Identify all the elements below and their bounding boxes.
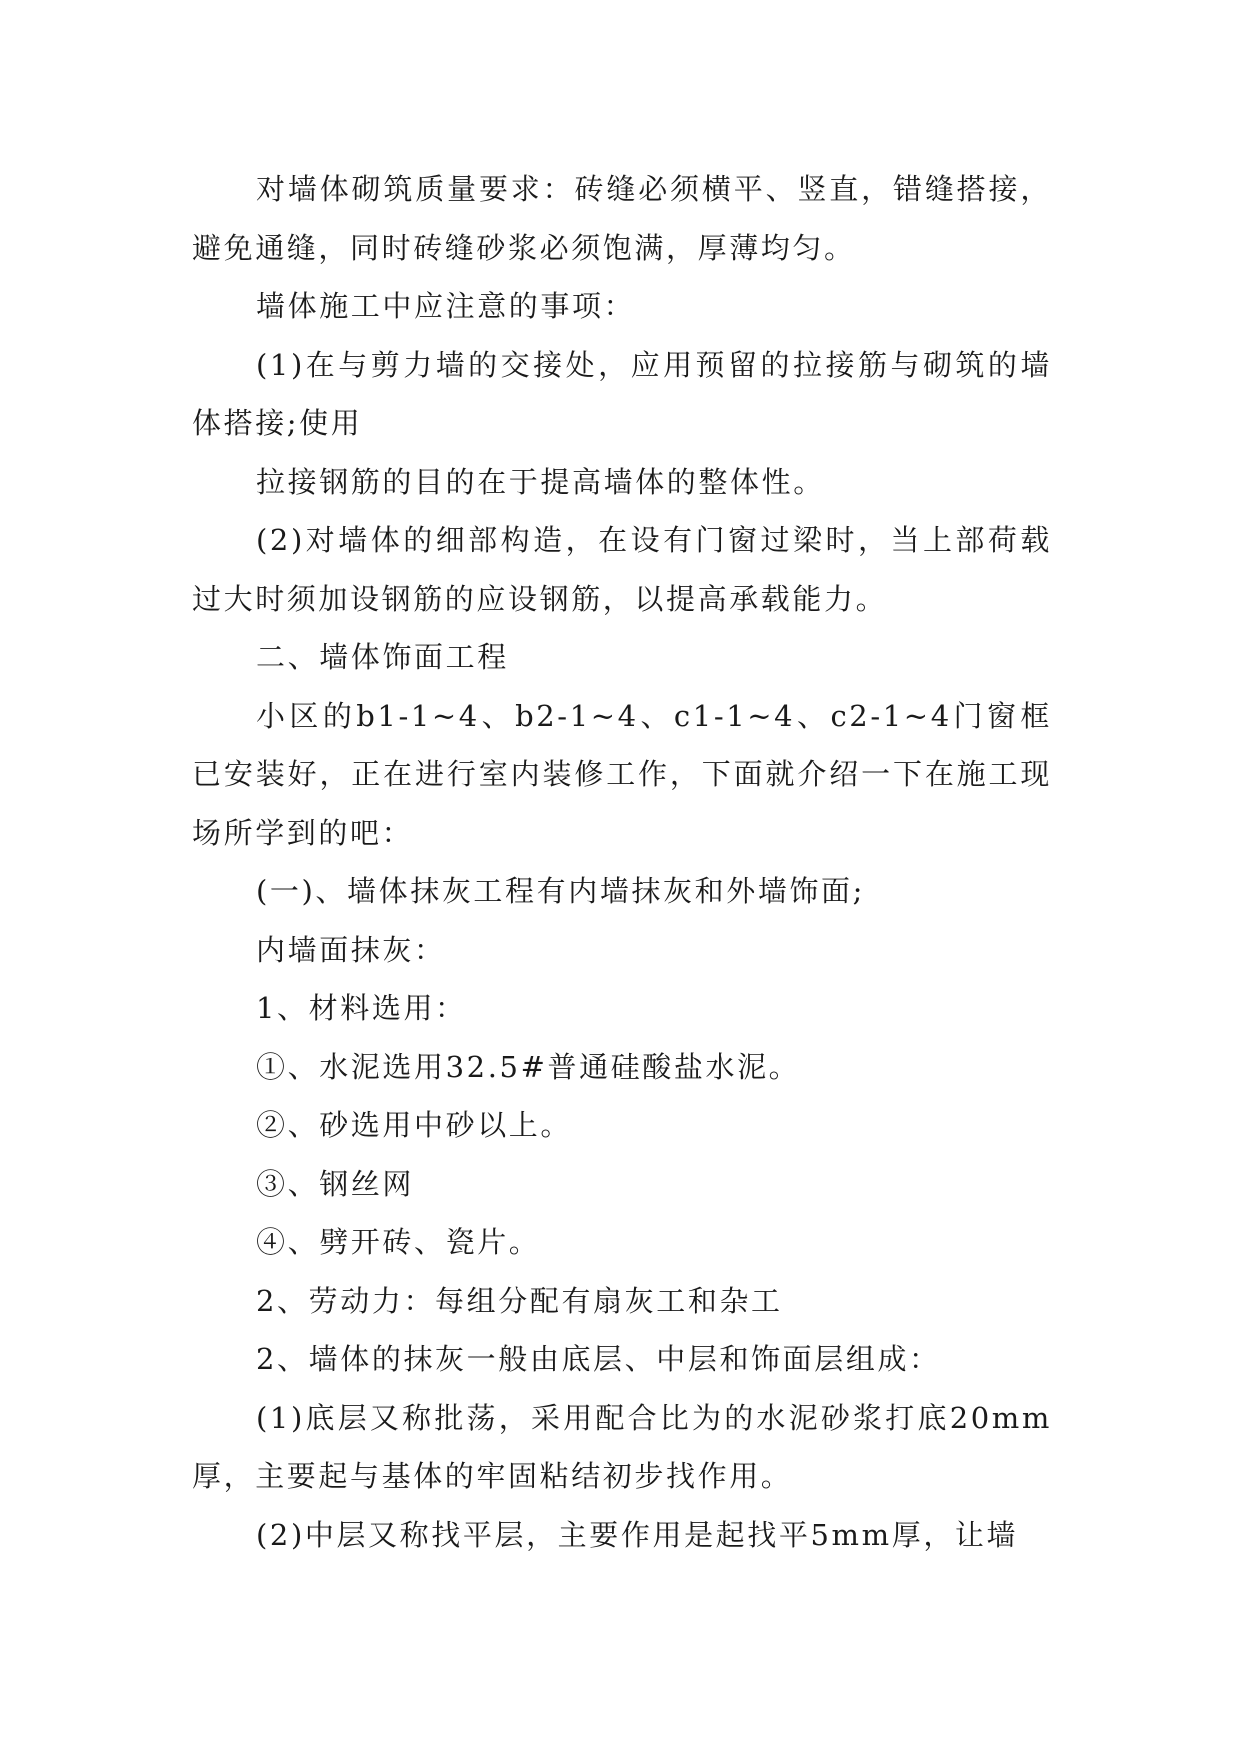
list-item-labor: 2、劳动力：每组分配有扇灰工和杂工: [256, 1283, 783, 1318]
paragraph-note-1: (1)在与剪力墙的交接处，应用预留的拉接筋与砌筑的墙体搭接;使用: [192, 347, 1052, 440]
list-item-cement: ①、水泥选用32.5#普通硅酸盐水泥。: [256, 1049, 801, 1084]
section-heading-wall-finishing: 二、墙体饰面工程: [256, 640, 509, 674]
paragraph-note-1-purpose: 拉接钢筋的目的在于提高墙体的整体性。: [256, 464, 825, 499]
paragraph-base-layer: (1)底层又称批荡，采用配合比为的水泥砂浆打底20mm厚，主要起与基体的牢固粘结初步找作用。: [192, 1400, 1052, 1493]
paragraph-middle-layer: (2)中层又称找平层，主要作用是起找平5mm厚，让墙: [256, 1517, 1019, 1552]
paragraph-plaster-layers: 2、墙体的抹灰一般由底层、中层和饰面层组成：: [256, 1342, 941, 1376]
list-item-tiles: ④、劈开砖、瓷片。: [256, 1225, 541, 1259]
list-item-wire-mesh: ③、钢丝网: [256, 1166, 415, 1201]
paragraph-residential-area: 小区的b1-1~4、b2-1~4、c1-1~4、c2-1~4门窗框已安装好，正在进行室内装修工作，下面就介绍一下在施工现场所学到的吧：: [192, 698, 1052, 850]
subsection-plastering: (一)、墙体抹灰工程有内墙抹灰和外墙饰面;: [256, 874, 865, 908]
document-page: [192, 160, 1052, 1564]
paragraph-interior-plastering: 内墙面抹灰：: [256, 932, 446, 967]
list-heading-materials: 1、材料选用：: [256, 991, 467, 1025]
paragraph-wall-construction-notes: 墙体施工中应注意的事项：: [256, 289, 636, 323]
paragraph-note-2: (2)对墙体的细部构造，在设有门窗过梁时，当上部荷载过大时须加设钢筋的应设钢筋，以提高承载能力。: [192, 523, 1052, 616]
paragraph-masonry-quality: 对墙体砌筑质量要求：砖缝必须横平、竖直，错缝搭接，避免通缝，同时砖缝砂浆必须饱满，厚薄均匀。: [192, 172, 1052, 265]
list-item-sand: ②、砂选用中砂以上。: [256, 1108, 573, 1142]
